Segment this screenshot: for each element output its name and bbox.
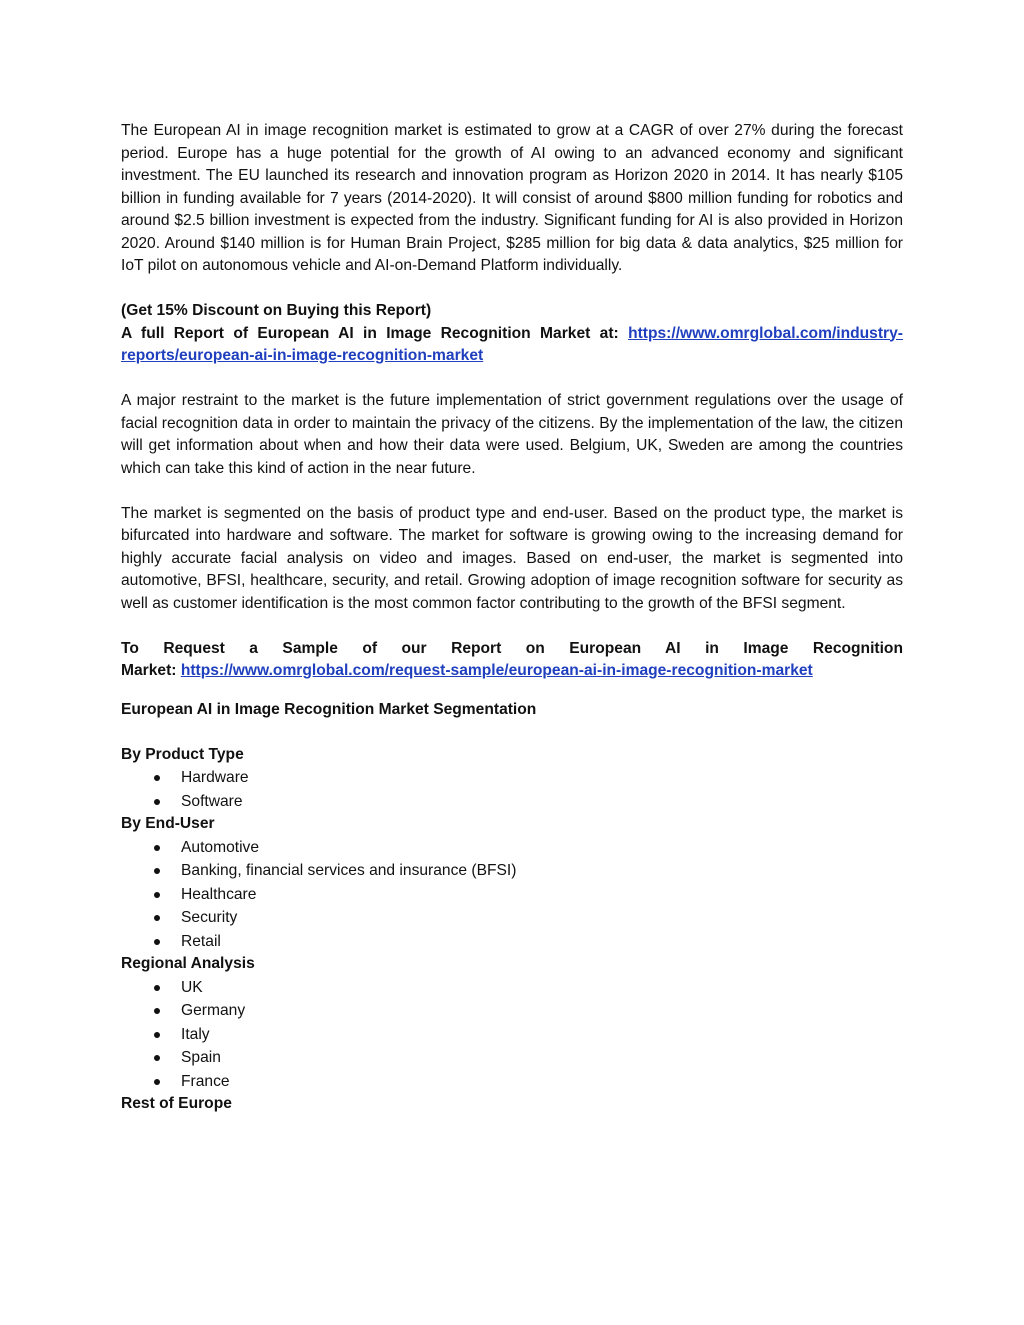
document-page (121, 120, 903, 1116)
spacer (121, 368, 903, 391)
full-report-link[interactable]: https://www.omrglobal.com/industry-reports/european-ai-in-image-recognition-market (121, 324, 903, 364)
product-type-heading: By Product Type (121, 745, 244, 763)
list-item: Spain (121, 1046, 903, 1070)
discount-note: (Get 15% Discount on Buying this Report) (121, 302, 432, 319)
restraint-paragraph: A major restraint to the market is the future implementation of strict government regulations over the usage of facial recognition data in order to maintain the privacy of the citizens. By the implementation of the law, the citizen will get information about when and how their data were used. Belgium, UK, Sweden are among the countries which can take this kind of action in the near future. (121, 392, 903, 477)
sample-request-label: To Request a Sample of our Report on European AI in Image Recognition (121, 639, 903, 657)
sample-request-link[interactable]: https://www.omrglobal.com/request-sample/european-ai-in-image-recognition-market (180, 662, 813, 679)
list-item: Security (121, 906, 903, 930)
list-item: UK (121, 976, 903, 1000)
list-item: Automotive (121, 836, 903, 860)
list-item: Hardware (121, 766, 903, 790)
spacer (121, 278, 903, 301)
spacer (121, 480, 903, 503)
spacer (121, 615, 903, 638)
list-item: Healthcare (121, 883, 903, 907)
end-user-list (121, 836, 903, 954)
full-report-line (121, 323, 903, 368)
intro-paragraph: The European AI in image recognition market is estimated to grow at a CAGR of over 27% during the forecast period. Europe has a huge potential for the growth of AI owing to an advanced economy and significant investment. The EU launched its research and innovation program as Horizon 2020 in 2014. It has nearly $105 billion in funding available for 7 years (2014-2020). It will consist of around $800 million funding for robotics and around $2.5 billion investment is expected from the industry. Significant funding for AI is also provided in Horizon 2020. Around $140 million is for Human Brain Project, $285 million for big data & data analytics, $25 million for IoT pilot on autonomous vehicle and AI-on-Demand Platform individually. (121, 122, 903, 274)
list-item: France (121, 1070, 903, 1094)
segmentation-title: European AI in Image Recognition Market Segmentation (121, 700, 537, 718)
list-item: Software (121, 790, 903, 814)
list-item: Italy (121, 1023, 903, 1047)
product-type-list (121, 766, 903, 813)
spacer (121, 683, 903, 699)
regional-list (121, 976, 903, 1094)
segmentation-paragraph: The market is segmented on the basis of product type and end-user. Based on the product type, the market is bifurcated into hardware and software. The market for software is growing owing to the increasing demand for highly accurate facial analysis on video and images. Based on end-user, the market is segmented into automotive, BFSI, healthcare, security, and retail. Growing adoption of image recognition software for security as well as customer identification is the most common factor contributing to the growth of the BFSI segment. (121, 504, 903, 612)
list-item: Retail (121, 930, 903, 954)
list-item: Germany (121, 999, 903, 1023)
regional-analysis-heading: Regional Analysis (121, 955, 255, 972)
rest-of-europe-heading: Rest of Europe (121, 1095, 232, 1112)
spacer (121, 721, 903, 744)
full-report-label: A full Report of European AI in Image Recognition Market at: (121, 324, 619, 342)
end-user-heading: By End-User (121, 815, 215, 832)
list-item: Banking, financial services and insurance (BFSI) (121, 859, 903, 883)
sample-request-market-label: Market: (121, 662, 177, 679)
sample-request-line (121, 660, 903, 683)
